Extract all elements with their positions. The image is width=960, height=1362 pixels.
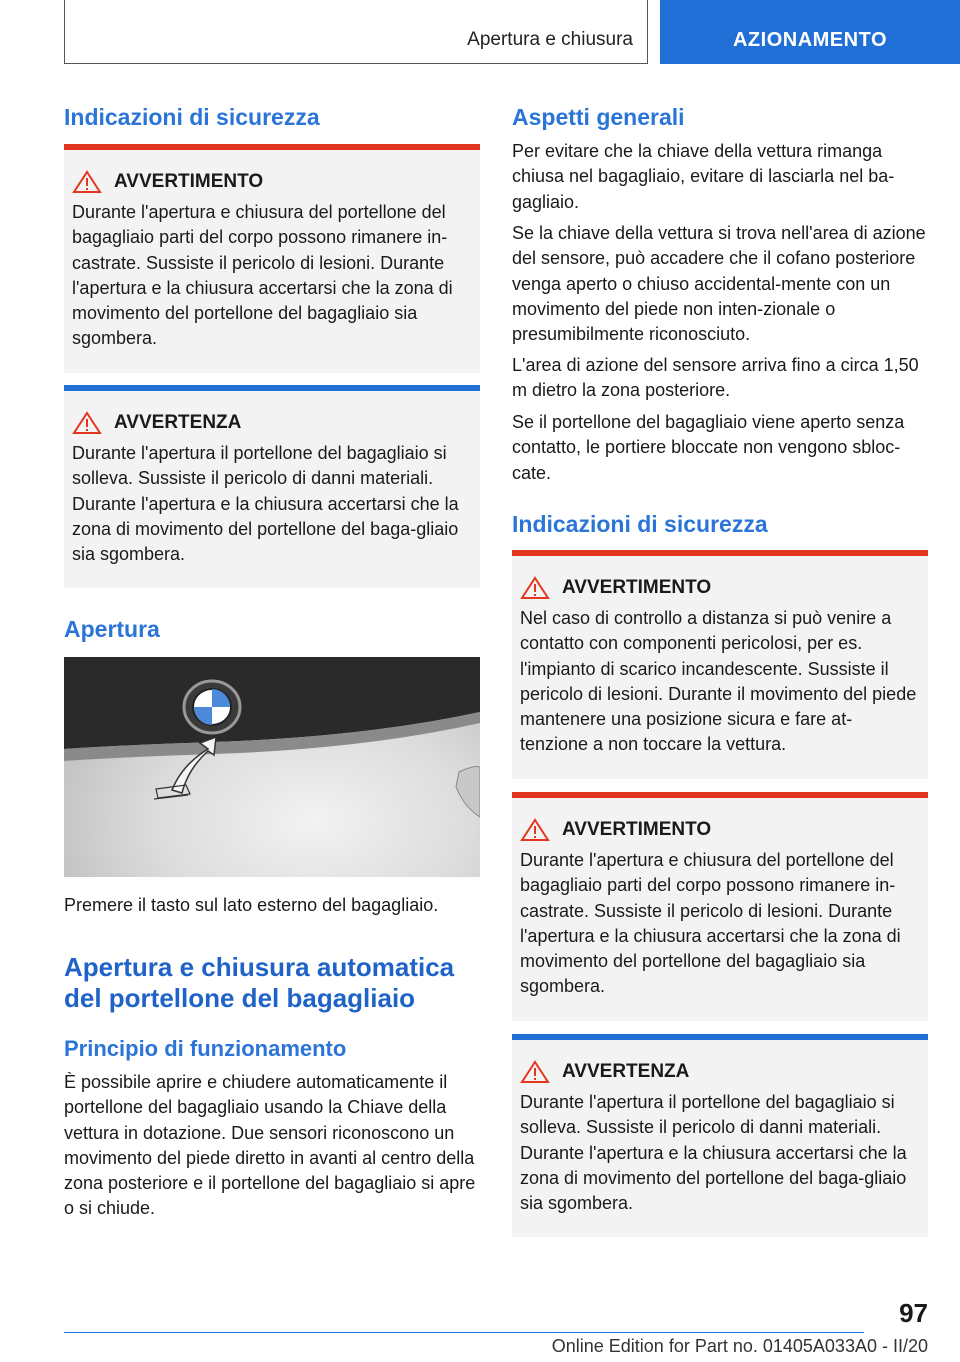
principle-text: È possibile aprire e chiudere automaticamente il portellone del bagagliaio usando la Chiave della vettura in dotazione. Due sensori riconoscono un movimento del piede diretto in avanti al centro della zona posteriore e il portellone del bagagliaio si apre o si chiude. bbox=[64, 1072, 476, 1219]
footer-divider bbox=[64, 1332, 864, 1333]
tailgate-button-photo bbox=[64, 657, 480, 877]
left-safety-heading: Indicazioni di sicurezza bbox=[64, 104, 320, 130]
notice-text: Durante l'apertura il portellone del bagagliaio si solleva. Sussiste il pericolo di danni materiali. Durante l'apertura e la chiusura accertarsi che la zona di movimento del portellone del baga-gliaio sia sgombera. bbox=[520, 1092, 907, 1214]
principle-heading: Principio di funzionamento bbox=[64, 1036, 347, 1061]
warning-triangle-icon bbox=[520, 818, 550, 842]
warning-triangle-icon bbox=[520, 576, 550, 600]
warning-triangle-icon bbox=[72, 411, 102, 435]
header-chapter-label: AZIONAMENTO bbox=[732, 29, 887, 51]
warning-label: AVVERTIMENTO bbox=[562, 819, 712, 840]
warning-box-3 bbox=[512, 792, 928, 1021]
warning-box-1 bbox=[64, 144, 480, 373]
warning-label: AVVERTIMENTO bbox=[114, 171, 264, 192]
header-section-box bbox=[64, 0, 648, 64]
notice-label: AVVERTENZA bbox=[562, 1061, 690, 1082]
page-number: 97 bbox=[899, 1298, 928, 1328]
general-paragraph-3: L'area di azione del sensore arriva fino a circa 1,50 m dietro la zona posteriore. bbox=[512, 355, 919, 401]
header-chapter-tab[interactable] bbox=[660, 0, 960, 64]
warning-text: Durante l'apertura e chiusura del portellone del bagagliaio parti del corpo possono rimanere in-castrate. Sussiste il pericolo di lesioni. Durante l'apertura e la chiusura accertarsi che la zona di movimento del portellone del bagagliaio sia sgombera. bbox=[520, 850, 901, 997]
notice-box-2 bbox=[512, 1034, 928, 1237]
general-paragraph-4: Se il portellone del bagagliaio viene aperto senza contatto, le portiere bloccate non vengono sbloc-cate. bbox=[512, 412, 905, 483]
footer-edition: Online Edition for Part no. 01405A033A0 - II/20 bbox=[551, 1336, 928, 1356]
tailgate-illustration bbox=[64, 657, 480, 877]
general-heading: Aspetti generali bbox=[512, 104, 685, 130]
notice-label: AVVERTENZA bbox=[114, 412, 242, 433]
warning-label: AVVERTIMENTO bbox=[562, 577, 712, 598]
auto-tailgate-heading: Apertura e chiusura automatica del portellone del bagagliaio bbox=[64, 952, 455, 1013]
right-safety-heading: Indicazioni di sicurezza bbox=[512, 511, 768, 537]
notice-box-1 bbox=[64, 385, 480, 588]
photo-caption: Premere il tasto sul lato esterno del bagagliaio. bbox=[64, 895, 439, 915]
opening-heading: Apertura bbox=[64, 616, 160, 642]
warning-triangle-icon bbox=[520, 1060, 550, 1084]
general-paragraph-1: Per evitare che la chiave della vettura rimanga chiusa nel bagagliaio, evitare di lasciarla nel ba-gagliaio. bbox=[512, 141, 895, 212]
warning-box-2 bbox=[512, 550, 928, 779]
warning-text: Nel caso di controllo a distanza si può venire a contatto con componenti pericolosi, per es. l'impianto di scarico incandescente. Sussiste il pericolo di lesioni. Durante il movimento del piede mantenere una posizione sicura e fare at-tenzione a non toccare la vettura. bbox=[520, 608, 917, 755]
warning-triangle-icon bbox=[72, 170, 102, 194]
notice-text: Durante l'apertura il portellone del bagagliaio si solleva. Sussiste il pericolo di danni materiali. Durante l'apertura e la chiusura accertarsi che la zona di movimento del portellone del baga-gliaio sia sgombera. bbox=[72, 443, 459, 565]
general-paragraph-2: Se la chiave della vettura si trova nell'area di azione del sensore, può accadere che il cofano posteriore venga aperto o chiuso accidental-mente con un movimento del piede non inten-zionale o presumibilmente riconosciuto. bbox=[512, 223, 926, 345]
warning-text: Durante l'apertura e chiusura del portellone del bagagliaio parti del corpo possono rimanere in-castrate. Sussiste il pericolo di lesioni. Durante l'apertura e la chiusura accertarsi che la zona di movimento del portellone del bagagliaio sia sgombera. bbox=[72, 202, 453, 349]
header-section-title: Apertura e chiusura bbox=[467, 29, 633, 50]
